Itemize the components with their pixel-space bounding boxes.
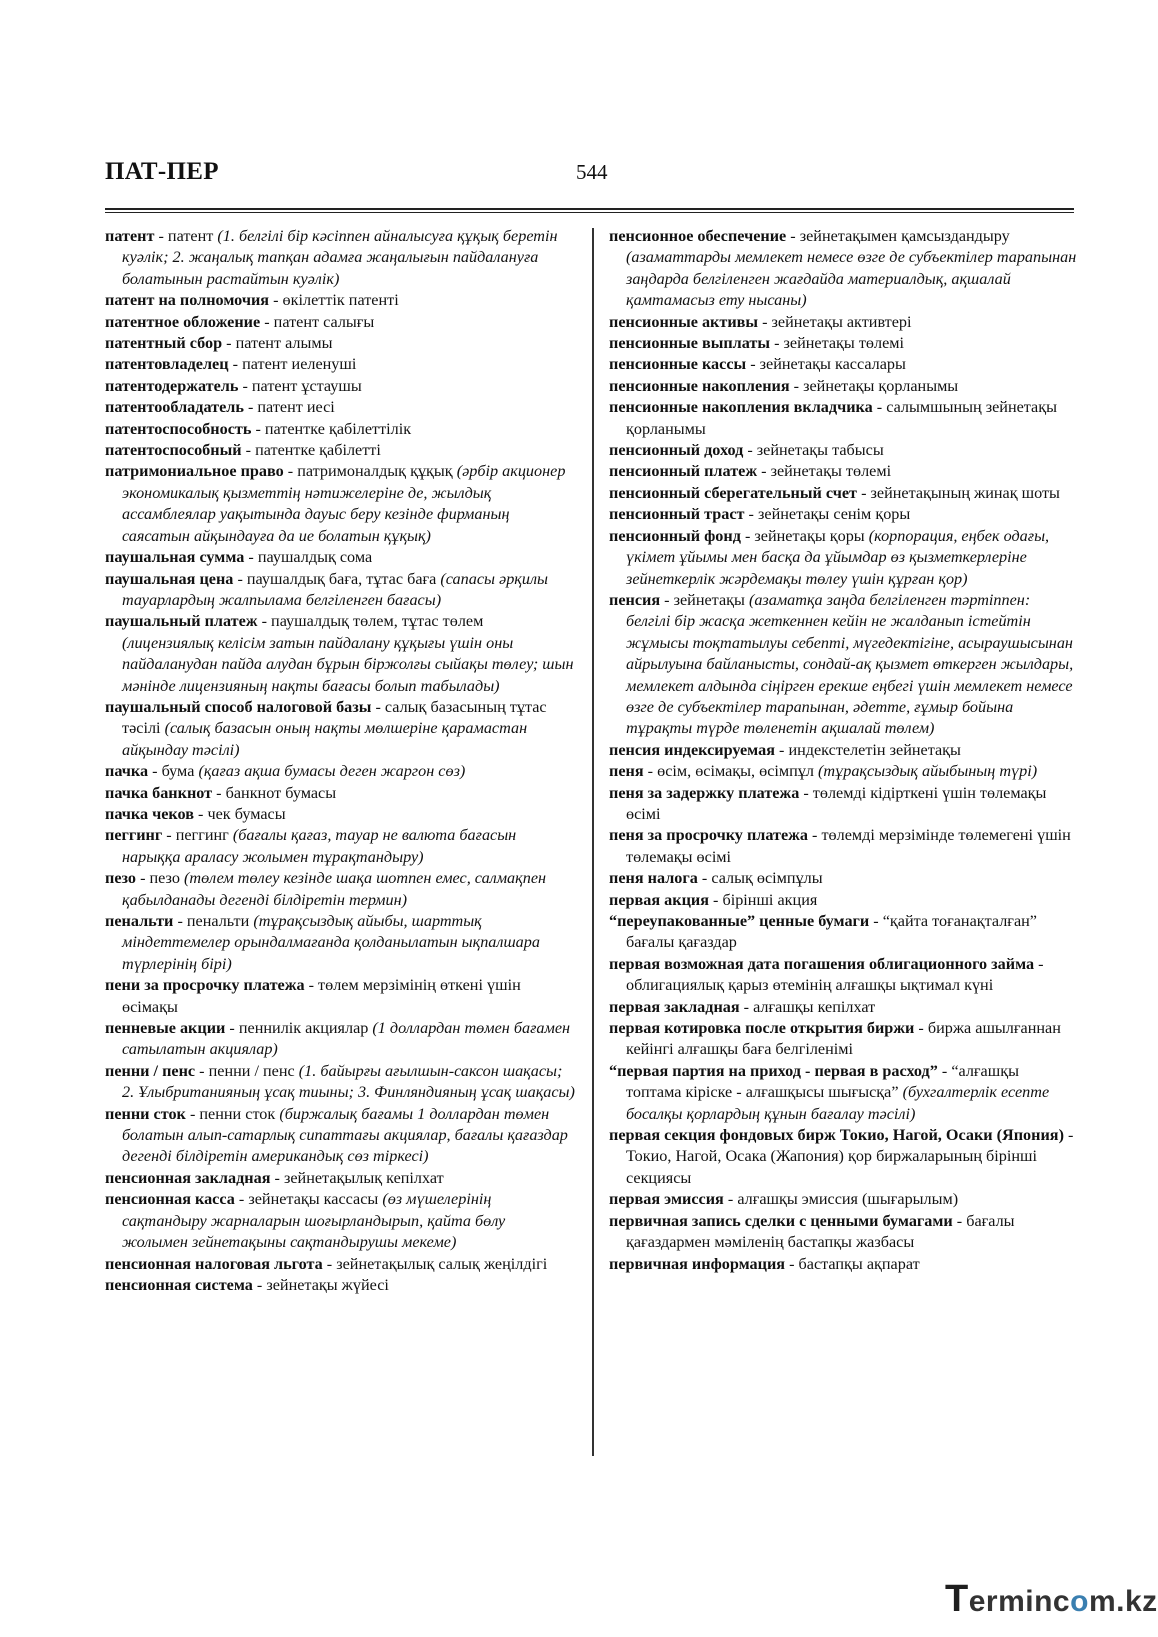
dictionary-entry xyxy=(609,890,1077,911)
entry-note: (әрбір акционер экономикалық қызметтің нәтижелеріне де, жылдық ассамблеялар уақытында дауыс беру кезінде фирманың саясатын айқындауға да ие болатын құқық) xyxy=(122,462,566,545)
entry-separator: - xyxy=(914,1019,928,1038)
entry-note: (азаматтарды мемлекет немесе өзге де субъектілер тарапынан заңдарда белгіленген жағдайда материалдық, ақшалай қамтамасыз ету нысаны) xyxy=(626,248,1077,310)
entry-term: пенни / пенс xyxy=(105,1061,196,1080)
entry-translation: төлем мерзімінің өткені үшін өсімақы xyxy=(122,976,521,1016)
dictionary-entry xyxy=(609,440,1077,461)
entry-separator: - xyxy=(643,762,658,781)
entry-term: пенсия индексируемая xyxy=(609,740,775,759)
entry-note: (өз мүшелерінің сақтандыру жарналарын шоғырландырып, қайта бөлу жолымен зейнетақыны сақтандырушы мекеме) xyxy=(122,1190,506,1252)
entry-translation: паушалдық төлем, тұтас төлем xyxy=(271,612,484,631)
entry-note: (қағаз ақша бумасы деген жаргон сөз) xyxy=(198,762,466,781)
entry-term: паушальный платеж xyxy=(105,612,258,631)
entry-note: (бухгалтерлік есепте босалқы қорлардың құнын бағалау тәсілі) xyxy=(626,1083,1050,1123)
entry-separator: - xyxy=(758,312,772,331)
entry-separator: - xyxy=(185,1104,200,1123)
entry-note: (1. белгілі бір кәсіппен айналысуға құқық беретін куәлік; 2. жаңалық тапқан адамға жаңалығын пайдалануға болатынын растайтын куәлік) xyxy=(122,227,558,288)
entry-term: паушальная сумма xyxy=(105,548,245,567)
entry-separator: - xyxy=(857,483,871,502)
dictionary-entry xyxy=(609,1018,1077,1061)
entry-term: пенсионный платеж xyxy=(609,462,758,481)
entry-separator: - xyxy=(243,398,258,417)
entry-separator: - xyxy=(660,590,674,609)
entry-term: пачка чеков xyxy=(105,804,194,823)
dictionary-entry xyxy=(609,997,1077,1018)
entry-term: первая акция xyxy=(609,890,709,909)
entry-term: пенсионная система xyxy=(105,1275,253,1294)
dictionary-entry xyxy=(609,783,1077,826)
entry-separator: - xyxy=(786,227,800,245)
entry-separator: - xyxy=(269,291,283,310)
entry-separator: - xyxy=(808,826,822,845)
dictionary-entry xyxy=(105,1254,575,1275)
dictionary-entry xyxy=(105,226,575,290)
dictionary-entry xyxy=(609,825,1077,868)
entry-separator: - xyxy=(233,569,247,588)
page-header-title: ПАТ-ПЕР xyxy=(105,158,219,185)
entry-separator: - xyxy=(244,548,258,567)
entry-separator: - xyxy=(697,869,712,888)
entry-note: (тұрақсыздық айыбы, шарттық міндеттемелер орындалмағанда қолданылатын ықпалшара түрлерінің бірі) xyxy=(122,912,540,973)
logo-mid: ermin xyxy=(968,1585,1053,1618)
entry-term: первая возможная дата погашения облигационного займа xyxy=(609,954,1035,973)
entry-separator: - xyxy=(225,1019,239,1038)
entry-separator: - xyxy=(148,762,162,781)
dictionary-entry xyxy=(105,697,575,761)
entry-translation: салық базасының тұтас тәсілі xyxy=(122,697,547,738)
dictionary-entry xyxy=(609,1254,1077,1275)
dictionary-entry xyxy=(105,868,575,911)
entry-translation: патримоналдық құқық xyxy=(297,462,457,481)
entry-translation: зейнетақының жинақ шоты xyxy=(870,483,1060,502)
entry-translation: патент ұстаушы xyxy=(251,376,362,395)
entry-term: пенни сток xyxy=(105,1104,186,1123)
entry-translation: облигациялық қарыз өтемінің алғашқы ықтимал күні xyxy=(626,976,994,995)
entry-translation: бастапқы ақпарат xyxy=(798,1254,920,1273)
entry-separator: - xyxy=(789,376,804,395)
entry-term: пенсия xyxy=(609,590,661,609)
entry-term: патент на полномочия xyxy=(105,291,270,310)
entry-separator: - xyxy=(260,312,274,331)
column-divider xyxy=(592,228,594,1456)
entry-translation: өсім, өсімақы, өсімпұл xyxy=(657,762,819,781)
entry-translation: банкнот бумасы xyxy=(225,783,337,802)
dictionary-entry xyxy=(105,1189,575,1253)
entry-separator: - xyxy=(173,912,187,930)
entry-term: патентовладелец xyxy=(105,355,229,374)
entry-note: (салық базасын оның нақты мөлшеріне қарамастан айқындау тәсілі) xyxy=(122,719,528,759)
logo-c: c xyxy=(1052,1585,1071,1618)
entry-translation: алғашқы эмиссия (шығарылым) xyxy=(737,1190,959,1209)
entry-term: первичная запись сделки с ценными бумагами xyxy=(609,1211,953,1230)
entry-term: пезо xyxy=(105,869,137,888)
termincom-logo xyxy=(945,1578,1158,1621)
entry-separator: - xyxy=(228,355,243,374)
entry-translation: зейнетақы төлемі xyxy=(770,462,892,481)
entry-translation: Токио, Нагой, Осака (Жапония) қор биржаларының бірінші секциясы xyxy=(626,1147,1038,1187)
dictionary-entry xyxy=(105,783,575,804)
entry-term: пеня за задержку платежа xyxy=(609,783,800,802)
entry-separator: - xyxy=(774,740,789,759)
entry-translation: патент иесі xyxy=(257,398,335,417)
entry-translation: зейнетақылық кепілхат xyxy=(283,1168,444,1187)
entry-note: (1. байырғы ағылшын-саксон шақасы; 2. Ұлыбританияның ұсақ тиыны; 3. Финляндияның ұсақ шақасы) xyxy=(122,1061,575,1102)
entry-translation: “қайта тоғанақталған” бағалы қағаздар xyxy=(626,912,1037,952)
dictionary-entry xyxy=(105,354,575,375)
entry-term: пеня xyxy=(609,762,644,781)
entry-separator: - xyxy=(238,376,252,395)
dictionary-entry xyxy=(105,1168,575,1189)
dictionary-entry xyxy=(609,868,1077,889)
entry-separator: - xyxy=(743,441,757,460)
entry-separator: - xyxy=(304,976,319,995)
entry-translation: зейнетақы қорланымы xyxy=(803,376,959,395)
entry-term: пенсионные выплаты xyxy=(609,334,771,353)
entry-translation: пенни / пенс xyxy=(208,1061,299,1080)
entry-note: (лицензиялық келісім затын пайдалану құқығы үшін оны пайдаланудан пайда алудан бұрын біржолғы сыйақы төлеу; шын мәнінде лицензияның нақты бағасы болып табылады) xyxy=(122,633,574,695)
entry-term: первая секция фондовых бирж Токио, Нагой, Осаки (Япония) xyxy=(609,1126,1064,1145)
dictionary-entry xyxy=(105,569,575,612)
entry-term: пачка банкнот xyxy=(105,783,213,802)
dictionary-entry xyxy=(105,804,575,825)
entry-note: (тұрақсыздық айыбының түрі) xyxy=(818,762,1038,781)
entry-translation: патент алымы xyxy=(235,334,333,353)
entry-term: пенсионный траст xyxy=(609,505,745,524)
entry-translation: патент иеленуші xyxy=(242,355,357,374)
dictionary-entry xyxy=(609,1061,1077,1125)
dictionary-entry xyxy=(609,461,1077,482)
dictionary-entry xyxy=(609,954,1077,997)
entry-term: первичная информация xyxy=(609,1254,786,1273)
dictionary-entry xyxy=(609,761,1077,782)
entry-term: пенсионный доход xyxy=(609,441,744,460)
entry-term: пенневые акции xyxy=(105,1019,226,1038)
dictionary-entry xyxy=(105,312,575,333)
entry-translation: патентке қабілетті xyxy=(255,441,381,460)
entry-separator: - xyxy=(872,398,887,417)
entry-translation: пезо xyxy=(149,869,184,888)
dictionary-entry xyxy=(609,483,1077,504)
dictionary-entry xyxy=(105,397,575,418)
entry-separator: - xyxy=(252,1275,267,1294)
entry-separator: - xyxy=(241,441,256,460)
entry-separator: - xyxy=(212,783,226,802)
right-column xyxy=(609,226,1077,1275)
entry-term: пеня за просрочку платежа xyxy=(609,826,808,845)
entry-translation: төлемді кідірткені үшін төлемақы өсімі xyxy=(626,783,1047,823)
entry-separator: - xyxy=(869,912,883,930)
entry-separator: - xyxy=(785,1254,799,1273)
entry-term: пенсионное обеспечение xyxy=(609,227,787,245)
entry-term: пенсионная налоговая льгота xyxy=(105,1254,323,1273)
entry-separator: - xyxy=(251,419,265,438)
entry-separator: - xyxy=(136,869,150,888)
entry-term: первая котировка после открытия биржи xyxy=(609,1019,915,1038)
entry-note: (1 доллардан төмен бағамен сатылатын акциялар) xyxy=(122,1019,571,1059)
entry-translation: патент салығы xyxy=(273,312,375,331)
entry-separator: - xyxy=(193,804,208,823)
entry-separator: - xyxy=(709,890,723,909)
dictionary-entry xyxy=(105,333,575,354)
entry-translation: зейнетақы жүйесі xyxy=(266,1275,389,1294)
entry-term: паушальный способ налоговой базы xyxy=(105,697,372,716)
entry-term: пенсионная касса xyxy=(105,1190,235,1209)
entry-translation: бірінші акция xyxy=(722,890,818,909)
dictionary-entry xyxy=(105,440,575,461)
entry-separator: - xyxy=(270,1168,284,1187)
dictionary-entry xyxy=(105,1061,575,1104)
entry-separator: - xyxy=(322,1254,337,1273)
entry-translation: зейнетақы кассалары xyxy=(759,355,906,374)
header-rule-thin xyxy=(105,212,1074,213)
entry-separator: - xyxy=(740,526,755,545)
dictionary-entry xyxy=(609,376,1077,397)
entry-term: пеня налога xyxy=(609,869,698,888)
entry-term: “первая партия на приход - первая в расход” xyxy=(609,1061,938,1080)
entry-separator: - xyxy=(799,783,813,802)
entry-translation: пенни сток xyxy=(199,1104,280,1123)
dictionary-entry xyxy=(105,1275,575,1296)
entry-translation: чек бумасы xyxy=(207,804,286,823)
entry-term: пенсионная закладная xyxy=(105,1168,271,1187)
dictionary-entry xyxy=(609,590,1077,740)
entry-separator: - xyxy=(1063,1126,1074,1145)
entry-translation: алғашқы кепілхат xyxy=(753,997,876,1016)
entry-separator: - xyxy=(234,1190,249,1209)
entry-translation: зейнетақылық салық жеңілдігі xyxy=(336,1254,548,1273)
entry-translation: пенальти xyxy=(186,912,254,930)
entry-term: патентное обложение xyxy=(105,312,261,331)
logo-prefix: T xyxy=(945,1578,969,1620)
entry-translation: өкілеттік патенті xyxy=(282,291,399,310)
entry-translation: зейнетақы кассасы xyxy=(248,1190,383,1209)
dictionary-entry xyxy=(105,376,575,397)
entry-note: (сапасы әрқилы тауарлардың жалпылама белгіленген бағасы) xyxy=(122,569,548,609)
entry-term: пенсионный фонд xyxy=(609,526,741,545)
dictionary-entry xyxy=(609,333,1077,354)
entry-translation: зейнетақы төлемі xyxy=(783,334,905,353)
entry-term: патримониальное право xyxy=(105,462,284,481)
dictionary-entry xyxy=(609,740,1077,761)
entry-note: (биржалық бағамы 1 доллардан төмен болатын алып-сатарлық сипаттағы акциялар, бағалы қағаздар дегенді білдіретін американдық сөз тіркесі) xyxy=(122,1104,568,1166)
dictionary-entry xyxy=(105,911,575,975)
entry-separator: - xyxy=(757,462,771,481)
entry-separator: - xyxy=(257,612,272,631)
entry-translation: зейнетақымен қамсыздандыру xyxy=(799,227,1010,245)
dictionary-entry xyxy=(105,419,575,440)
entry-translation: паушалдық сома xyxy=(257,548,373,567)
dictionary-entry xyxy=(609,911,1077,954)
entry-term: пеггинг xyxy=(105,826,163,845)
dictionary-entry xyxy=(609,1211,1077,1254)
dictionary-entry xyxy=(609,504,1077,525)
entry-translation: пеггинг xyxy=(175,826,233,845)
entry-translation: бума xyxy=(161,762,199,781)
dictionary-entry xyxy=(609,1125,1077,1189)
dictionary-entry xyxy=(609,526,1077,590)
entry-separator: - xyxy=(371,697,385,716)
dictionary-entry xyxy=(609,397,1077,440)
logo-suffix: m.kz xyxy=(1088,1585,1158,1618)
entry-translation: зейнетақы xyxy=(673,590,749,609)
entry-separator: - xyxy=(222,334,236,353)
entry-translation: биржа ашылғаннан кейінгі алғашқы баға белгіленімі xyxy=(626,1019,1061,1059)
entry-term: паушальная цена xyxy=(105,569,234,588)
entry-separator: - xyxy=(937,1061,952,1080)
entry-translation: салымшының зейнетақы қорланымы xyxy=(626,398,1057,438)
entry-term: пачка xyxy=(105,762,149,781)
entry-term: патентообладатель xyxy=(105,398,244,417)
entry-translation: зейнетақы қоры xyxy=(754,526,869,545)
entry-separator: - xyxy=(744,505,758,524)
dictionary-entry xyxy=(609,1189,1077,1210)
left-column xyxy=(105,226,575,1296)
entry-separator: - xyxy=(952,1211,967,1230)
entry-term: пенсионные кассы xyxy=(609,355,747,374)
entry-term: патентодержатель xyxy=(105,376,239,395)
entry-translation: бағалы қағаздармен мәміленің бастапқы жазбасы xyxy=(626,1211,1015,1252)
dictionary-entry xyxy=(105,825,575,868)
dictionary-entry xyxy=(105,975,575,1018)
dictionary-entry xyxy=(105,547,575,568)
dictionary-entry xyxy=(609,226,1077,312)
entry-term: пени за просрочку платежа xyxy=(105,976,305,995)
entry-term: пенсионный сберегательный счет xyxy=(609,483,858,502)
dictionary-entry xyxy=(105,1104,575,1168)
dictionary-entry xyxy=(105,761,575,782)
entry-translation: зейнетақы активтері xyxy=(771,312,912,331)
entry-separator: - xyxy=(162,826,176,845)
entry-separator: - xyxy=(746,355,760,374)
entry-translation: зейнетақы табысы xyxy=(756,441,884,460)
logo-o: o xyxy=(1070,1585,1089,1618)
entry-term: пенсионные накопления вкладчика xyxy=(609,398,873,417)
entry-note: (азаматқа заңда белгіленген тәртіппен: белгілі бір жасқа жеткеннен кейін не жалданып істейтін жұмысы тоқтатылуы себепті, мүгедектігіне, асыраушысынан айрылуына байланысты, сондай-ақ қызмет өткерген жылдары, мемлекет алдында сіңірген ерекше еңбегі үшін мемлекет немесе өзге де субъектілер тарапынан, әдетте, ғұмыр бойына тұрақты түрде төленетін ақшалай төлем) xyxy=(626,590,1074,738)
entry-term: патентоспособный xyxy=(105,441,242,460)
entry-term: пенальти xyxy=(105,912,174,930)
entry-term: первая эмиссия xyxy=(609,1190,724,1209)
entry-term: патентоспособность xyxy=(105,419,252,438)
entry-translation: паушалдық баға, тұтас баға xyxy=(246,569,441,588)
entry-term: патентный сбор xyxy=(105,334,223,353)
entry-separator: - xyxy=(770,334,784,353)
dictionary-entry xyxy=(609,312,1077,333)
entry-translation: салық өсімпұлы xyxy=(711,869,823,888)
entry-translation: пеннилік акциялар xyxy=(238,1019,373,1038)
dictionary-entry xyxy=(105,611,575,697)
entry-translation: зейнетақы сенім қоры xyxy=(757,505,911,524)
entry-separator: - xyxy=(1034,954,1044,973)
entry-note: (корпорация, еңбек одағы, үкімет ұйымы мен басқа да ұйымдар өз қызметкерлеріне зейнеткерлік жәрдемақы төлеу үшін құрған қор) xyxy=(626,526,1050,588)
entry-translation: патентке қабілеттілік xyxy=(264,419,412,438)
dictionary-entry xyxy=(105,290,575,311)
entry-translation: “алғашқы топтама кіріске - алғашқысы шығысқа” xyxy=(626,1061,1019,1102)
entry-term: пенсионные активы xyxy=(609,312,759,331)
entry-translation: төлемді мерзімінде төлемегені үшін төлемақы өсімі xyxy=(626,826,1071,866)
entry-note: (төлем төлеу кезінде шақа шотпен емес, салмақпен қабылданады дегенді білдіретін термин) xyxy=(122,869,547,909)
header-rule xyxy=(105,208,1074,210)
entry-term: первая закладная xyxy=(609,997,740,1016)
entry-separator: - xyxy=(739,997,754,1016)
entry-term: “переупакованные” ценные бумаги xyxy=(609,912,870,930)
entry-separator: - xyxy=(283,462,298,481)
dictionary-entry xyxy=(609,354,1077,375)
entry-translation: индекстелетін зейнетақы xyxy=(788,740,961,759)
entry-separator: - xyxy=(154,227,168,245)
entry-separator: - xyxy=(723,1190,738,1209)
entry-translation: патент xyxy=(167,227,218,245)
entry-term: патент xyxy=(105,227,155,245)
dictionary-entry xyxy=(105,461,575,547)
entry-separator: - xyxy=(195,1061,209,1080)
dictionary-entry xyxy=(105,1018,575,1061)
entry-note: (бағалы қағаз, тауар не валюта бағасын нарыққа араласу жолымен тұрақтандыру) xyxy=(122,826,517,866)
page-number: 544 xyxy=(576,160,608,184)
entry-term: пенсионные накопления xyxy=(609,376,790,395)
